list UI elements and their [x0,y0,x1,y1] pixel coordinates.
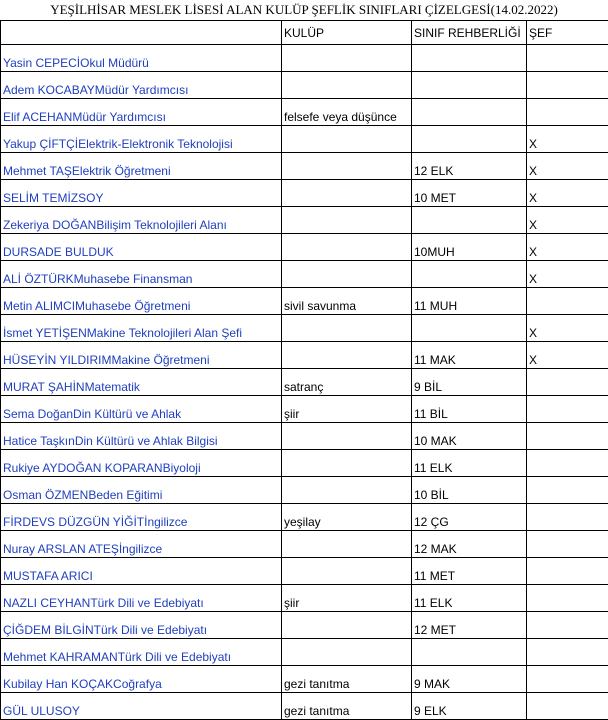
name-cell[interactable]: Elif ACEHANMüdür Yardımcısı [1,99,282,126]
chief-cell[interactable]: X [527,342,608,369]
club-cell[interactable] [282,558,412,585]
name-cell[interactable]: Yakup ÇİFTÇİElektrik-Elektronik Teknolojisi [1,126,282,153]
class-teacher-cell[interactable]: 10 MAK [412,423,527,450]
table-body [1,45,608,720]
class-teacher-cell[interactable]: 12 MAK [412,531,527,558]
name-cell[interactable]: Adem KOCABAYMüdür Yardımcısı [1,72,282,99]
table-row [1,450,608,477]
chief-cell[interactable] [527,369,608,396]
header-name-cell[interactable] [1,21,282,45]
name-cell[interactable]: Sema DoğanDin Kültürü ve Ahlak [1,396,282,423]
class-teacher-cell[interactable] [412,99,527,126]
club-cell[interactable]: satranç [282,369,412,396]
table-row [1,504,608,531]
chief-cell[interactable]: X [527,315,608,342]
name-cell[interactable]: MUSTAFA ARICI [1,558,282,585]
table-row [1,45,608,72]
table-row [1,288,608,315]
club-cell[interactable]: şiir [282,396,412,423]
chief-cell[interactable] [527,585,608,612]
name-cell[interactable]: FİRDEVS DÜZGÜN YİĞİTİngilizce [1,504,282,531]
chief-cell[interactable]: X [527,153,608,180]
club-cell[interactable]: felsefe veya düşünce [282,99,412,126]
class-teacher-cell[interactable]: 12 ÇG [412,504,527,531]
class-teacher-cell[interactable]: 10 BİL [412,477,527,504]
class-teacher-cell[interactable] [412,261,527,288]
chief-cell[interactable] [527,693,608,720]
club-cell[interactable] [282,153,412,180]
schedule-table [0,20,608,720]
chief-cell[interactable] [527,612,608,639]
table-row [1,153,608,180]
club-cell[interactable]: şiir [282,585,412,612]
class-teacher-cell[interactable]: 11 BİL [412,396,527,423]
name-cell[interactable]: Nuray ARSLAN ATEŞİngilizce [1,531,282,558]
name-cell[interactable]: Mehmet KAHRAMANTürk Dili ve Edebiyatı [1,639,282,666]
club-cell[interactable]: gezi tanıtma [282,666,412,693]
club-cell[interactable]: yeşilay [282,504,412,531]
class-teacher-cell[interactable]: 11 MAK [412,342,527,369]
chief-cell[interactable] [527,504,608,531]
table-row [1,180,608,207]
club-cell[interactable]: gezi tanıtma [282,693,412,720]
class-teacher-cell[interactable] [412,315,527,342]
name-cell[interactable]: Mehmet TAŞElektrik Öğretmeni [1,153,282,180]
table-row [1,342,608,369]
name-cell[interactable]: HÜSEYİN YILDIRIMMakine Öğretmeni [1,342,282,369]
class-teacher-cell[interactable]: 10 MET [412,180,527,207]
club-cell[interactable]: sivil savunma [282,288,412,315]
club-cell[interactable] [282,639,412,666]
name-cell[interactable]: Rukiye AYDOĞAN KOPARANBiyoloji [1,450,282,477]
name-cell[interactable]: ÇİĞDEM BİLGİNTürk Dili ve Edebiyatı [1,612,282,639]
name-cell[interactable]: Hatice TaşkınDin Kültürü ve Ahlak Bilgisi [1,423,282,450]
header-row [1,21,608,45]
club-cell[interactable] [282,531,412,558]
sheet-title: YEŞİLHİSAR MESLEK LİSESİ ALAN KULÜP ŞEFLİK SINIFLARI ÇİZELGESİ(14.02.2022) [50,2,558,17]
name-cell[interactable]: DURSADE BULDUK [1,234,282,261]
class-teacher-cell[interactable]: 10MUH [412,234,527,261]
club-cell[interactable] [282,180,412,207]
class-teacher-cell[interactable]: 11 ELK [412,450,527,477]
club-cell[interactable] [282,477,412,504]
club-cell[interactable] [282,423,412,450]
table-row [1,369,608,396]
club-cell[interactable] [282,612,412,639]
chief-cell[interactable]: X [527,261,608,288]
name-cell[interactable]: SELİM TEMİZSOY [1,180,282,207]
name-cell[interactable]: Metin ALIMCIMuhasebe Öğretmeni [1,288,282,315]
name-cell[interactable]: Osman ÖZMENBeden Eğitimi [1,477,282,504]
table-row [1,639,608,666]
header-class-teacher-cell[interactable]: SINIF REHBERLİĞİ [412,21,527,45]
table-row [1,666,608,693]
chief-cell[interactable] [527,531,608,558]
table-row [1,396,608,423]
name-cell[interactable]: NAZLI CEYHANTürk Dili ve Edebiyatı [1,585,282,612]
class-teacher-cell[interactable]: 9 ELK [412,693,527,720]
name-cell[interactable]: Zekeriya DOĞANBilişim Teknolojileri Alanı [1,207,282,234]
table-row [1,234,608,261]
club-cell[interactable] [282,207,412,234]
class-teacher-cell[interactable]: 12 MET [412,612,527,639]
table-row [1,315,608,342]
class-teacher-cell[interactable]: 12 ELK [412,153,527,180]
table-row [1,693,608,720]
chief-cell[interactable] [527,639,608,666]
club-cell[interactable] [282,45,412,72]
class-teacher-cell[interactable] [412,207,527,234]
chief-cell[interactable] [527,423,608,450]
name-cell[interactable]: Kubilay Han KOÇAKCoğrafya [1,666,282,693]
chief-cell[interactable]: X [527,180,608,207]
class-teacher-cell[interactable] [412,126,527,153]
chief-cell[interactable] [527,666,608,693]
chief-cell[interactable]: X [527,126,608,153]
class-teacher-cell[interactable]: 11 MUH [412,288,527,315]
class-teacher-cell[interactable] [412,639,527,666]
table-row [1,126,608,153]
chief-cell[interactable] [527,396,608,423]
chief-cell[interactable] [527,477,608,504]
chief-cell[interactable] [527,450,608,477]
club-cell[interactable] [282,342,412,369]
header-chief-cell[interactable]: ŞEF [527,21,608,45]
table-row [1,423,608,450]
class-teacher-cell[interactable] [412,72,527,99]
table-row [1,261,608,288]
table-row [1,207,608,234]
class-teacher-cell[interactable]: 11 MET [412,558,527,585]
club-cell[interactable] [282,315,412,342]
table-row [1,531,608,558]
table-row [1,585,608,612]
class-teacher-cell[interactable]: 9 BİL [412,369,527,396]
name-cell[interactable]: GÜL ULUSOY [1,693,282,720]
class-teacher-cell[interactable]: 9 MAK [412,666,527,693]
club-cell[interactable] [282,450,412,477]
club-cell[interactable] [282,126,412,153]
name-cell[interactable]: İsmet YETİŞENMakine Teknolojileri Alan Şefi [1,315,282,342]
header-club-cell[interactable]: KULÜP [282,21,412,45]
name-cell[interactable]: Yasin CEPECİOkul Müdürü [1,45,282,72]
club-cell[interactable] [282,261,412,288]
chief-cell[interactable] [527,99,608,126]
table-row [1,612,608,639]
table-row [1,99,608,126]
chief-cell[interactable]: X [527,207,608,234]
name-cell[interactable]: MURAT ŞAHİNMatematik [1,369,282,396]
chief-cell[interactable] [527,558,608,585]
chief-cell[interactable] [527,288,608,315]
chief-cell[interactable]: X [527,234,608,261]
class-teacher-cell[interactable] [412,45,527,72]
table-row [1,477,608,504]
chief-cell[interactable] [527,45,608,72]
club-cell[interactable] [282,234,412,261]
table-row [1,558,608,585]
name-cell[interactable]: ALİ ÖZTÜRKMuhasebe Finansman [1,261,282,288]
club-cell[interactable] [282,72,412,99]
chief-cell[interactable] [527,72,608,99]
table-row [1,72,608,99]
class-teacher-cell[interactable]: 11 ELK [412,585,527,612]
